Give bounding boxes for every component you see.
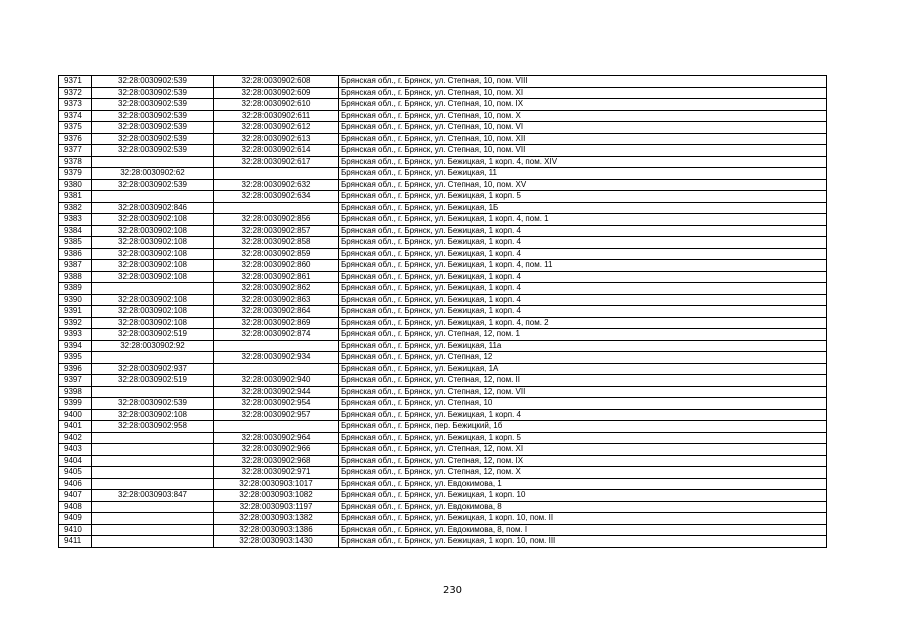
land-cadastral-number-cell: 32:28:0030902:539: [92, 87, 214, 99]
address-cell: Брянская обл., г. Брянск, ул. Степная, 10, пом. XV: [339, 179, 827, 191]
row-number-cell: 9386: [59, 248, 92, 260]
land-cadastral-number-cell: [92, 455, 214, 467]
address-cell: Брянская обл., г. Брянск, ул. Степная, 10, пом. XII: [339, 133, 827, 145]
row-number-cell: 9407: [59, 490, 92, 502]
table-row: [59, 306, 827, 318]
land-cadastral-number-cell: [92, 191, 214, 203]
table-row: [59, 375, 827, 387]
address-cell: Брянская обл., г. Брянск, ул. Бежицкая, 1 корп. 4, пом. 2: [339, 317, 827, 329]
land-cadastral-number-cell: 32:28:0030902:108: [92, 409, 214, 421]
table-row: [59, 191, 827, 203]
address-cell: Брянская обл., г. Брянск, ул. Степная, 10: [339, 398, 827, 410]
land-cadastral-number-cell: 32:28:0030902:108: [92, 260, 214, 272]
row-number-cell: 9402: [59, 432, 92, 444]
address-cell: Брянская обл., г. Брянск, ул. Бежицкая, 1 корп. 10, пом. II: [339, 513, 827, 525]
row-number-cell: 9388: [59, 271, 92, 283]
row-number-cell: 9377: [59, 145, 92, 157]
row-number-cell: 9411: [59, 536, 92, 548]
object-cadastral-number-cell: 32:28:0030903:1082: [214, 490, 339, 502]
address-cell: Брянская обл., г. Брянск, ул. Степная, 12, пом. II: [339, 375, 827, 387]
object-cadastral-number-cell: [214, 340, 339, 352]
object-cadastral-number-cell: 32:28:0030902:869: [214, 317, 339, 329]
page-number: 230: [442, 585, 463, 596]
address-cell: Брянская обл., г. Брянск, ул. Бежицкая, 1А: [339, 363, 827, 375]
table-row: [59, 271, 827, 283]
object-cadastral-number-cell: 32:28:0030902:944: [214, 386, 339, 398]
land-cadastral-number-cell: 32:28:0030902:108: [92, 306, 214, 318]
address-cell: Брянская обл., г. Брянск, пер. Бежицкий, 1б: [339, 421, 827, 433]
address-cell: Брянская обл., г. Брянск, ул. Бежицкая, 11: [339, 168, 827, 180]
land-cadastral-number-cell: 32:28:0030902:108: [92, 237, 214, 249]
row-number-cell: 9371: [59, 76, 92, 88]
object-cadastral-number-cell: 32:28:0030903:1017: [214, 478, 339, 490]
row-number-cell: 9393: [59, 329, 92, 341]
row-number-cell: 9376: [59, 133, 92, 145]
table-row: [59, 248, 827, 260]
address-cell: Брянская обл., г. Брянск, ул. Бежицкая, 1Б: [339, 202, 827, 214]
table-row: [59, 317, 827, 329]
land-cadastral-number-cell: [92, 386, 214, 398]
row-number-cell: 9392: [59, 317, 92, 329]
table-row: [59, 76, 827, 88]
table-row: [59, 467, 827, 479]
table-row: [59, 214, 827, 226]
object-cadastral-number-cell: 32:28:0030902:612: [214, 122, 339, 134]
land-cadastral-number-cell: 32:28:0030902:539: [92, 133, 214, 145]
land-cadastral-number-cell: 32:28:0030902:539: [92, 99, 214, 111]
row-number-cell: 9404: [59, 455, 92, 467]
object-cadastral-number-cell: 32:28:0030902:859: [214, 248, 339, 260]
address-cell: Брянская обл., г. Брянск, ул. Степная, 12, пом. VII: [339, 386, 827, 398]
object-cadastral-number-cell: 32:28:0030903:1430: [214, 536, 339, 548]
land-cadastral-number-cell: [92, 478, 214, 490]
row-number-cell: 9385: [59, 237, 92, 249]
row-number-cell: 9401: [59, 421, 92, 433]
land-cadastral-number-cell: 32:28:0030902:108: [92, 271, 214, 283]
address-cell: Брянская обл., г. Брянск, ул. Степная, 12, пом. XI: [339, 444, 827, 456]
address-cell: Брянская обл., г. Брянск, ул. Степная, 12: [339, 352, 827, 364]
object-cadastral-number-cell: 32:28:0030902:856: [214, 214, 339, 226]
table-row: [59, 490, 827, 502]
row-number-cell: 9384: [59, 225, 92, 237]
row-number-cell: 9399: [59, 398, 92, 410]
land-cadastral-number-cell: [92, 352, 214, 364]
row-number-cell: 9373: [59, 99, 92, 111]
land-cadastral-number-cell: 32:28:0030902:519: [92, 329, 214, 341]
object-cadastral-number-cell: 32:28:0030902:609: [214, 87, 339, 99]
object-cadastral-number-cell: 32:28:0030902:611: [214, 110, 339, 122]
table-row: [59, 225, 827, 237]
table-row: [59, 99, 827, 111]
land-cadastral-number-cell: 32:28:0030902:846: [92, 202, 214, 214]
address-cell: Брянская обл., г. Брянск, ул. Бежицкая, 1 корп. 4: [339, 409, 827, 421]
address-cell: Брянская обл., г. Брянск, ул. Бежицкая, 1 корп. 4: [339, 271, 827, 283]
address-cell: Брянская обл., г. Брянск, ул. Степная, 12, пом. IX: [339, 455, 827, 467]
object-cadastral-number-cell: 32:28:0030903:1386: [214, 524, 339, 536]
row-number-cell: 9397: [59, 375, 92, 387]
table-row: [59, 110, 827, 122]
address-cell: Брянская обл., г. Брянск, ул. Степная, 10, пом. XI: [339, 87, 827, 99]
land-cadastral-number-cell: 32:28:0030902:539: [92, 76, 214, 88]
address-cell: Брянская обл., г. Брянск, ул. Евдокимова, 8, пом. I: [339, 524, 827, 536]
table-row: [59, 501, 827, 513]
row-number-cell: 9375: [59, 122, 92, 134]
object-cadastral-number-cell: 32:28:0030902:966: [214, 444, 339, 456]
row-number-cell: 9380: [59, 179, 92, 191]
object-cadastral-number-cell: [214, 421, 339, 433]
land-cadastral-number-cell: [92, 283, 214, 295]
address-cell: Брянская обл., г. Брянск, ул. Бежицкая, 1 корп. 4: [339, 283, 827, 295]
row-number-cell: 9374: [59, 110, 92, 122]
address-cell: Брянская обл., г. Брянск, ул. Степная, 10, пом. VIII: [339, 76, 827, 88]
address-cell: Брянская обл., г. Брянск, ул. Бежицкая, 11а: [339, 340, 827, 352]
address-cell: Брянская обл., г. Брянск, ул. Степная, 12, пом. 1: [339, 329, 827, 341]
land-cadastral-number-cell: 32:28:0030902:539: [92, 110, 214, 122]
address-cell: Брянская обл., г. Брянск, ул. Бежицкая, 1 корп. 4: [339, 248, 827, 260]
address-cell: Брянская обл., г. Брянск, ул. Бежицкая, 1 корп. 4: [339, 306, 827, 318]
object-cadastral-number-cell: 32:28:0030902:934: [214, 352, 339, 364]
table-row: [59, 179, 827, 191]
table-row: [59, 398, 827, 410]
row-number-cell: 9398: [59, 386, 92, 398]
land-cadastral-number-cell: [92, 467, 214, 479]
object-cadastral-number-cell: [214, 363, 339, 375]
land-cadastral-number-cell: 32:28:0030902:62: [92, 168, 214, 180]
row-number-cell: 9396: [59, 363, 92, 375]
table-row: [59, 133, 827, 145]
table-row: [59, 524, 827, 536]
table-row: [59, 363, 827, 375]
row-number-cell: 9382: [59, 202, 92, 214]
row-number-cell: 9395: [59, 352, 92, 364]
table-row: [59, 432, 827, 444]
row-number-cell: 9408: [59, 501, 92, 513]
address-cell: Брянская обл., г. Брянск, ул. Бежицкая, 1 корп. 4, пом. 11: [339, 260, 827, 272]
registry-table: [58, 75, 827, 548]
address-cell: Брянская обл., г. Брянск, ул. Степная, 10, пом. VI: [339, 122, 827, 134]
row-number-cell: 9383: [59, 214, 92, 226]
land-cadastral-number-cell: 32:28:0030902:937: [92, 363, 214, 375]
object-cadastral-number-cell: 32:28:0030902:632: [214, 179, 339, 191]
land-cadastral-number-cell: [92, 536, 214, 548]
land-cadastral-number-cell: 32:28:0030902:108: [92, 225, 214, 237]
land-cadastral-number-cell: 32:28:0030902:92: [92, 340, 214, 352]
address-cell: Брянская обл., г. Брянск, ул. Степная, 12, пом. X: [339, 467, 827, 479]
address-cell: Брянская обл., г. Брянск, ул. Бежицкая, 1 корп. 10: [339, 490, 827, 502]
address-cell: Брянская обл., г. Брянск, ул. Бежицкая, 1 корп. 4: [339, 294, 827, 306]
address-cell: Брянская обл., г. Брянск, ул. Степная, 10, пом. X: [339, 110, 827, 122]
table-row: [59, 478, 827, 490]
object-cadastral-number-cell: 32:28:0030902:613: [214, 133, 339, 145]
row-number-cell: 9400: [59, 409, 92, 421]
row-number-cell: 9379: [59, 168, 92, 180]
table-row: [59, 237, 827, 249]
row-number-cell: 9409: [59, 513, 92, 525]
table-row: [59, 352, 827, 364]
table-row: [59, 444, 827, 456]
table-row: [59, 202, 827, 214]
object-cadastral-number-cell: 32:28:0030903:1197: [214, 501, 339, 513]
row-number-cell: 9406: [59, 478, 92, 490]
address-cell: Брянская обл., г. Брянск, ул. Евдокимова, 8: [339, 501, 827, 513]
land-cadastral-number-cell: [92, 501, 214, 513]
table-row: [59, 168, 827, 180]
address-cell: Брянская обл., г. Брянск, ул. Степная, 10, пом. VII: [339, 145, 827, 157]
land-cadastral-number-cell: 32:28:0030903:847: [92, 490, 214, 502]
land-cadastral-number-cell: [92, 444, 214, 456]
table-row: [59, 283, 827, 295]
object-cadastral-number-cell: 32:28:0030902:971: [214, 467, 339, 479]
land-cadastral-number-cell: 32:28:0030902:539: [92, 122, 214, 134]
table-row: [59, 536, 827, 548]
table-row: [59, 340, 827, 352]
row-number-cell: 9410: [59, 524, 92, 536]
land-cadastral-number-cell: 32:28:0030902:519: [92, 375, 214, 387]
object-cadastral-number-cell: 32:28:0030902:857: [214, 225, 339, 237]
object-cadastral-number-cell: 32:28:0030902:864: [214, 306, 339, 318]
address-cell: Брянская обл., г. Брянск, ул. Бежицкая, 1 корп. 5: [339, 191, 827, 203]
object-cadastral-number-cell: 32:28:0030902:634: [214, 191, 339, 203]
land-cadastral-number-cell: 32:28:0030902:108: [92, 248, 214, 260]
registry-table-body: [59, 76, 827, 548]
land-cadastral-number-cell: 32:28:0030902:108: [92, 317, 214, 329]
object-cadastral-number-cell: 32:28:0030902:940: [214, 375, 339, 387]
address-cell: Брянская обл., г. Брянск, ул. Бежицкая, 1 корп. 4, пом. 1: [339, 214, 827, 226]
row-number-cell: 9394: [59, 340, 92, 352]
table-row: [59, 156, 827, 168]
row-number-cell: 9389: [59, 283, 92, 295]
address-cell: Брянская обл., г. Брянск, ул. Бежицкая, 1 корп. 4: [339, 237, 827, 249]
table-row: [59, 386, 827, 398]
table-row: [59, 145, 827, 157]
table-row: [59, 409, 827, 421]
registry-table-container: [58, 75, 826, 548]
table-row: [59, 455, 827, 467]
object-cadastral-number-cell: 32:28:0030902:968: [214, 455, 339, 467]
object-cadastral-number-cell: 32:28:0030902:862: [214, 283, 339, 295]
row-number-cell: 9403: [59, 444, 92, 456]
land-cadastral-number-cell: [92, 513, 214, 525]
address-cell: Брянская обл., г. Брянск, ул. Евдокимова, 1: [339, 478, 827, 490]
land-cadastral-number-cell: [92, 524, 214, 536]
object-cadastral-number-cell: 32:28:0030902:957: [214, 409, 339, 421]
address-cell: Брянская обл., г. Брянск, ул. Бежицкая, 1 корп. 5: [339, 432, 827, 444]
row-number-cell: 9390: [59, 294, 92, 306]
row-number-cell: 9405: [59, 467, 92, 479]
object-cadastral-number-cell: 32:28:0030902:861: [214, 271, 339, 283]
table-row: [59, 421, 827, 433]
object-cadastral-number-cell: 32:28:0030902:610: [214, 99, 339, 111]
row-number-cell: 9381: [59, 191, 92, 203]
object-cadastral-number-cell: 32:28:0030903:1382: [214, 513, 339, 525]
object-cadastral-number-cell: 32:28:0030902:858: [214, 237, 339, 249]
land-cadastral-number-cell: 32:28:0030902:539: [92, 179, 214, 191]
object-cadastral-number-cell: [214, 168, 339, 180]
object-cadastral-number-cell: 32:28:0030902:617: [214, 156, 339, 168]
table-row: [59, 329, 827, 341]
object-cadastral-number-cell: 32:28:0030902:860: [214, 260, 339, 272]
land-cadastral-number-cell: 32:28:0030902:958: [92, 421, 214, 433]
object-cadastral-number-cell: [214, 202, 339, 214]
object-cadastral-number-cell: 32:28:0030902:874: [214, 329, 339, 341]
table-row: [59, 260, 827, 272]
table-row: [59, 87, 827, 99]
row-number-cell: 9387: [59, 260, 92, 272]
object-cadastral-number-cell: 32:28:0030902:964: [214, 432, 339, 444]
land-cadastral-number-cell: 32:28:0030902:539: [92, 398, 214, 410]
table-row: [59, 513, 827, 525]
object-cadastral-number-cell: 32:28:0030902:954: [214, 398, 339, 410]
row-number-cell: 9372: [59, 87, 92, 99]
object-cadastral-number-cell: 32:28:0030902:608: [214, 76, 339, 88]
address-cell: Брянская обл., г. Брянск, ул. Бежицкая, 1 корп. 4: [339, 225, 827, 237]
land-cadastral-number-cell: [92, 156, 214, 168]
land-cadastral-number-cell: [92, 432, 214, 444]
table-row: [59, 294, 827, 306]
object-cadastral-number-cell: 32:28:0030902:863: [214, 294, 339, 306]
address-cell: Брянская обл., г. Брянск, ул. Бежицкая, 1 корп. 4, пом. XIV: [339, 156, 827, 168]
row-number-cell: 9378: [59, 156, 92, 168]
address-cell: Брянская обл., г. Брянск, ул. Степная, 10, пом. IX: [339, 99, 827, 111]
land-cadastral-number-cell: 32:28:0030902:539: [92, 145, 214, 157]
table-row: [59, 122, 827, 134]
row-number-cell: 9391: [59, 306, 92, 318]
land-cadastral-number-cell: 32:28:0030902:108: [92, 214, 214, 226]
land-cadastral-number-cell: 32:28:0030902:108: [92, 294, 214, 306]
object-cadastral-number-cell: 32:28:0030902:614: [214, 145, 339, 157]
address-cell: Брянская обл., г. Брянск, ул. Бежицкая, 1 корп. 10, пом. III: [339, 536, 827, 548]
